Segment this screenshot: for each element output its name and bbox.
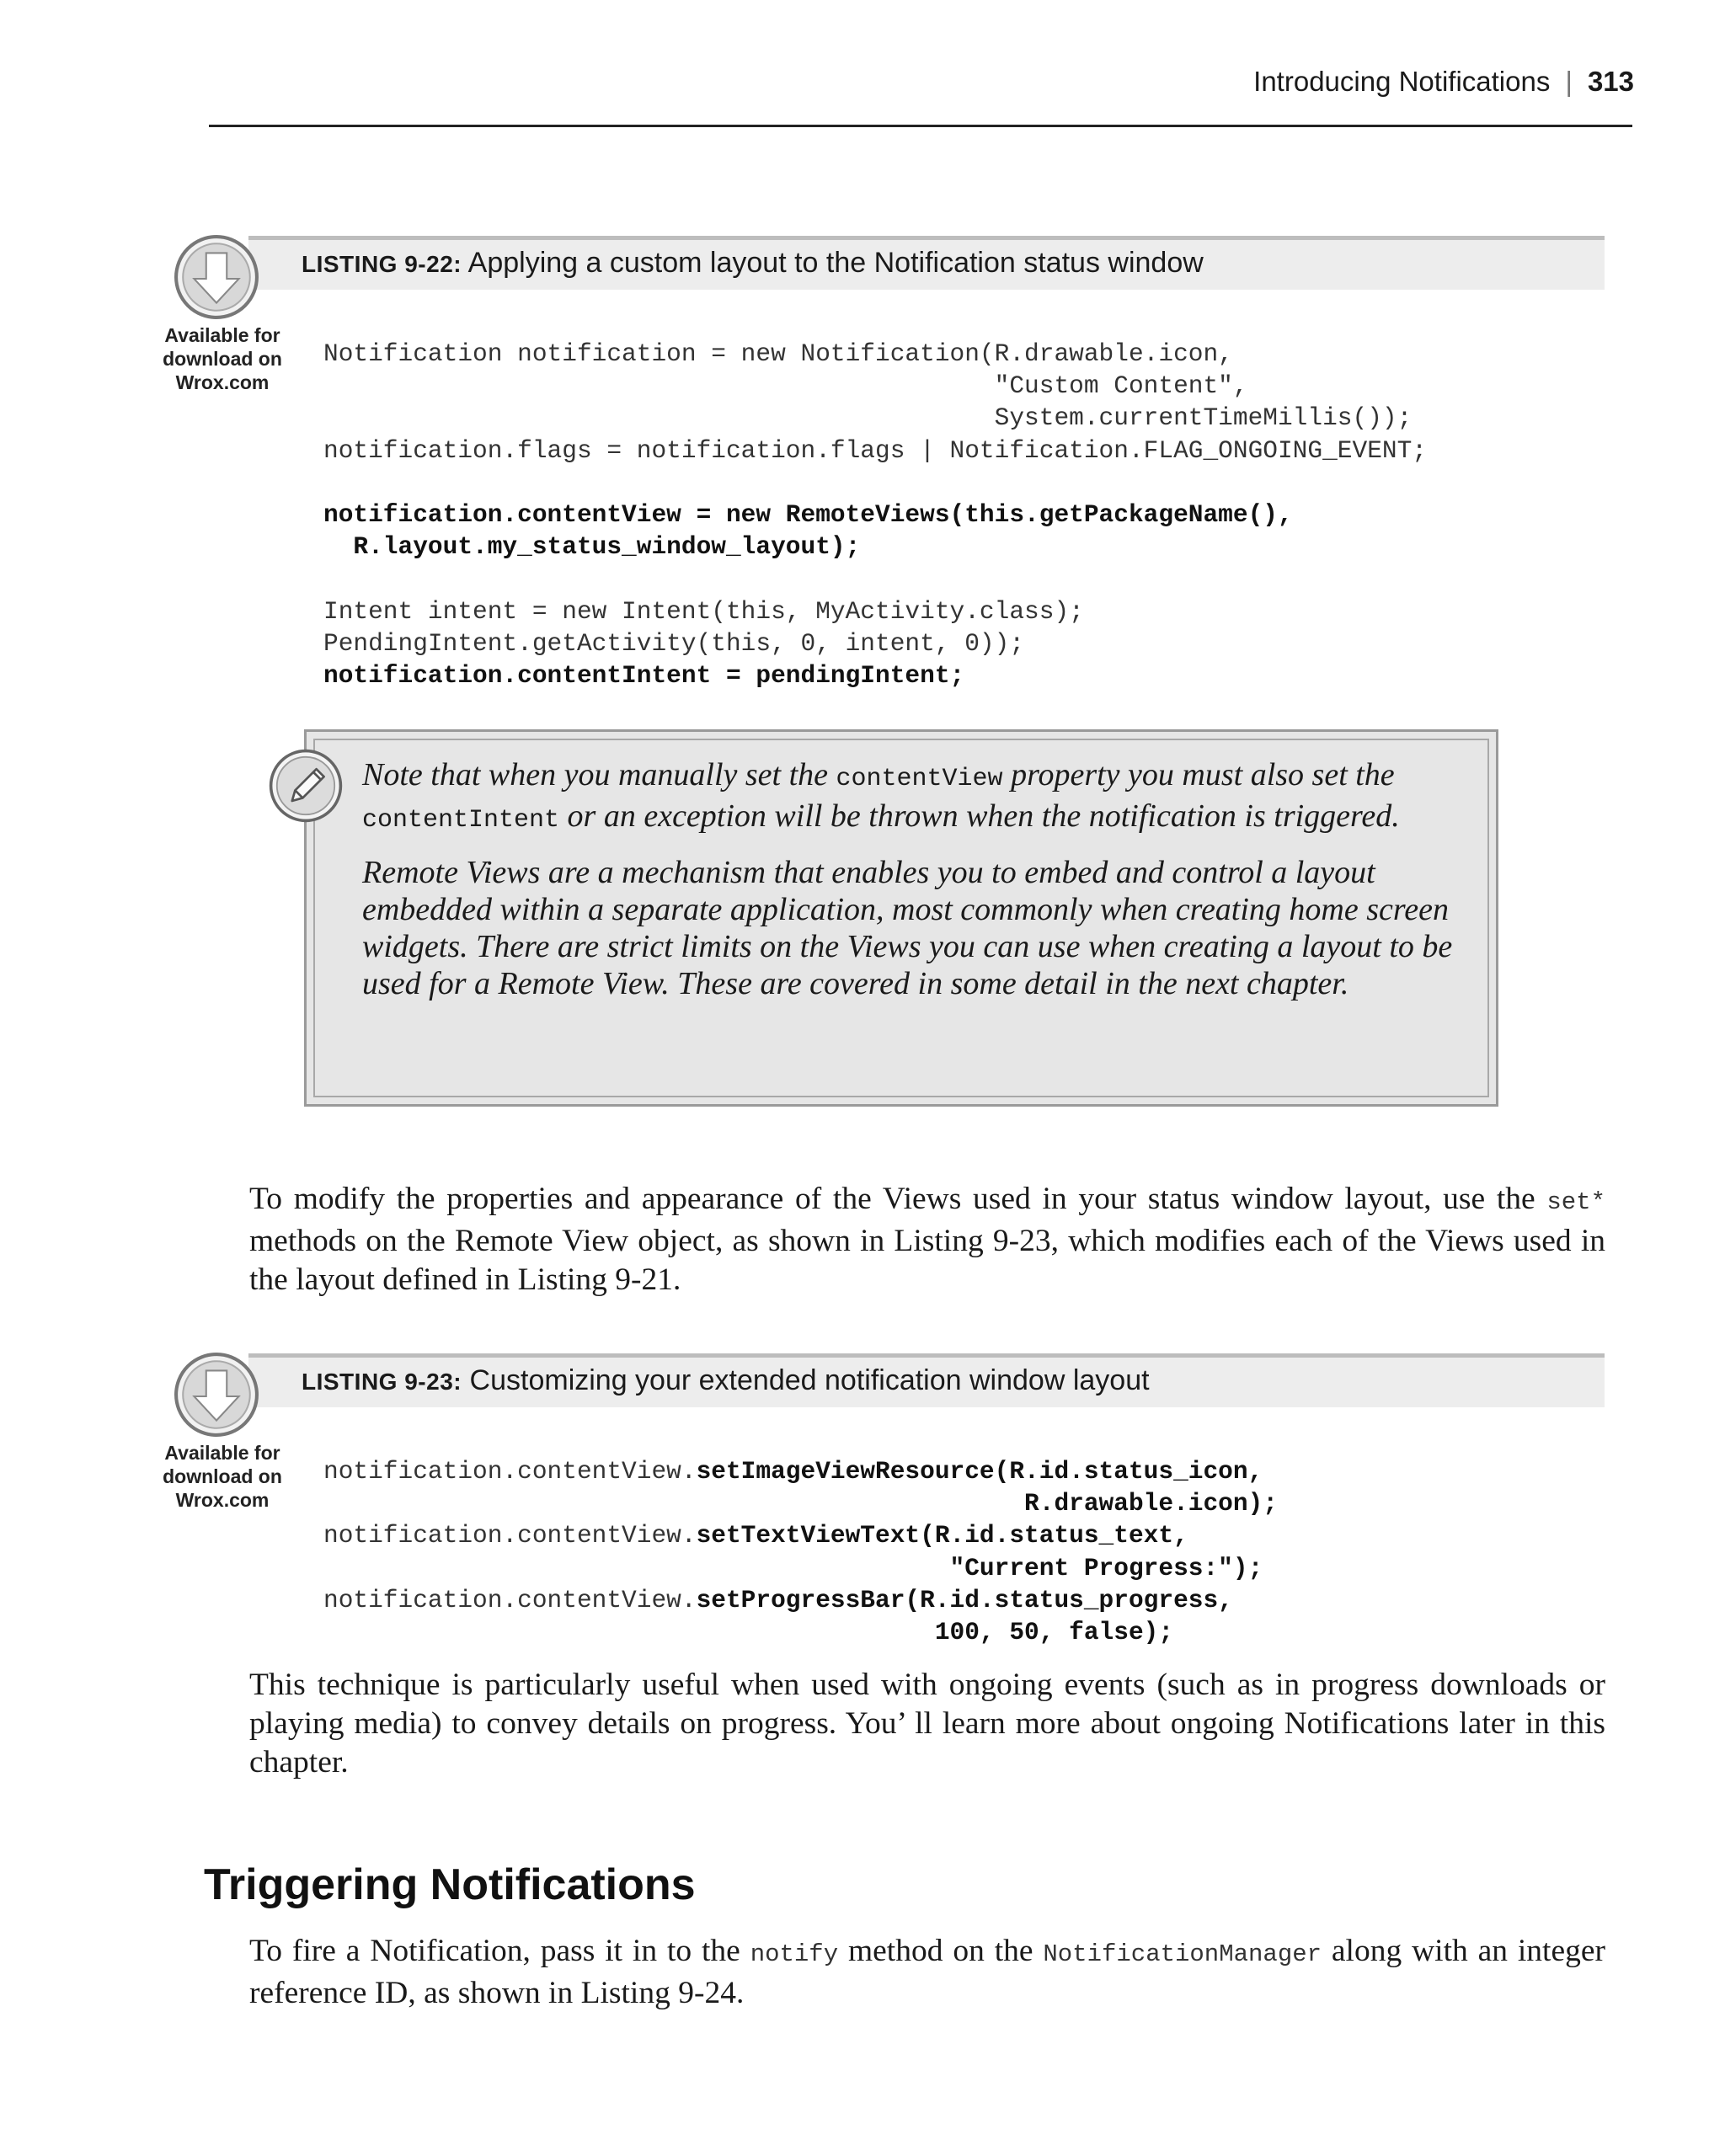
note-paragraph: Remote Views are a mechanism that enables you to embed and control a layout embedded within a separate application, most commonly when creating home screen widgets. There are strict limits on the Views you can use when creating a layout to be used for a Remote View. These are covered in some detail in the next chapter.	[362, 855, 1453, 1001]
note-text-span: property you must also set the	[1002, 757, 1395, 792]
code-line-bold: notification.contentIntent = pendingIntent;	[323, 661, 965, 691]
para-text: method on the	[838, 1934, 1044, 1968]
code-line: System.currentTimeMillis());	[323, 403, 1413, 433]
running-header	[1253, 66, 1634, 98]
download-icon	[174, 1352, 259, 1438]
inline-code: contentView	[836, 765, 1003, 793]
download-caption-line: Wrox.com	[175, 371, 270, 393]
download-caption-line: Wrox.com	[175, 1489, 270, 1511]
code-line: Intent intent = new Intent(this, MyActivity.class);	[323, 596, 1084, 626]
download-caption-line: download on	[163, 348, 282, 370]
header-rule	[209, 125, 1632, 127]
para-text: To modify the properties and appearance of the Views used in your status window layout, use the	[249, 1182, 1547, 1216]
inline-code: contentIntent	[362, 806, 560, 835]
inline-code: notify	[750, 1940, 839, 1968]
code-line: notification.flags = notification.flags | Notification.FLAG_ONGOING_EVENT;	[323, 435, 1428, 465]
download-caption-line: Available for	[164, 1442, 280, 1464]
code-line-bold: setImageViewResource(R.id.status_icon,	[696, 1457, 1263, 1486]
code-line-bold: R.layout.my_status_window_layout);	[323, 532, 861, 562]
download-caption-line: Available for	[164, 324, 280, 346]
listing-label: LISTING 9-23:	[302, 1369, 462, 1395]
download-caption-line: download on	[163, 1465, 282, 1487]
pencil-icon	[268, 748, 344, 824]
listing-title-text: Customizing your extended notification window layout	[469, 1364, 1150, 1396]
header-section-title: Introducing Notifications	[1253, 66, 1551, 97]
code-line: "Custom Content",	[323, 371, 1248, 401]
listing-title-text: Applying a custom layout to the Notification status window	[467, 247, 1204, 279]
note-text	[362, 756, 1457, 1017]
download-caption	[157, 1441, 288, 1512]
download-caption	[157, 323, 288, 394]
code-line-bold: setProgressBar(R.id.status_progress,	[696, 1585, 1233, 1614]
listing-9-23-title	[302, 1364, 1150, 1397]
note-text-span: Note that when you manually set the	[362, 757, 836, 792]
inline-code: set*	[1546, 1188, 1605, 1216]
body-paragraph	[249, 1180, 1605, 1299]
para-text: To fire a Notification, pass it in to the	[249, 1934, 750, 1968]
inline-code: NotificationManager	[1043, 1940, 1322, 1968]
header-separator: |	[1565, 66, 1573, 97]
listing-9-22-code	[323, 338, 1427, 691]
para-text: along with an integer reference ID, as shown in Listing 9-24.	[249, 1934, 1605, 2010]
code-line-bold: "Current Progress:");	[323, 1553, 1263, 1582]
note-text-span: or an exception will be thrown when the notification is triggered.	[559, 798, 1400, 834]
code-line-bold: 100, 50, false);	[323, 1618, 1174, 1647]
body-paragraph: This technique is particularly useful when used with ongoing events (such as in progress downloads or playing media) to convey details on progress. You’ ll learn more about ongoing Notifications later in this chapter.	[249, 1668, 1605, 1780]
code-line: notification.contentView.	[323, 1457, 697, 1486]
listing-9-23-code	[323, 1455, 1278, 1648]
listing-label: LISTING 9-22:	[302, 251, 462, 277]
code-line: Notification notification = new Notification(R.drawable.icon,	[323, 339, 1233, 368]
download-icon	[174, 234, 259, 320]
code-line: PendingIntent.getActivity(this, 0, intent, 0));	[323, 628, 1025, 658]
code-line: notification.contentView.	[323, 1585, 697, 1614]
section-heading: Triggering Notifications	[204, 1860, 696, 1909]
code-line-bold: setTextViewText(R.id.status_text,	[696, 1521, 1188, 1550]
body-paragraph	[249, 1932, 1605, 2013]
code-line: notification.contentView.	[323, 1521, 697, 1550]
note-paragraph	[362, 756, 1457, 839]
code-line-bold: notification.contentView = new RemoteViews(this.getPackageName(),	[323, 500, 1293, 530]
page-number: 313	[1587, 66, 1634, 97]
listing-9-22-title	[302, 247, 1204, 280]
code-line-bold: R.drawable.icon);	[323, 1489, 1278, 1518]
para-text: methods on the Remote View object, as shown in Listing 9-23, which modifies each of the Views used in the layout defined in Listing 9-21.	[249, 1224, 1605, 1297]
